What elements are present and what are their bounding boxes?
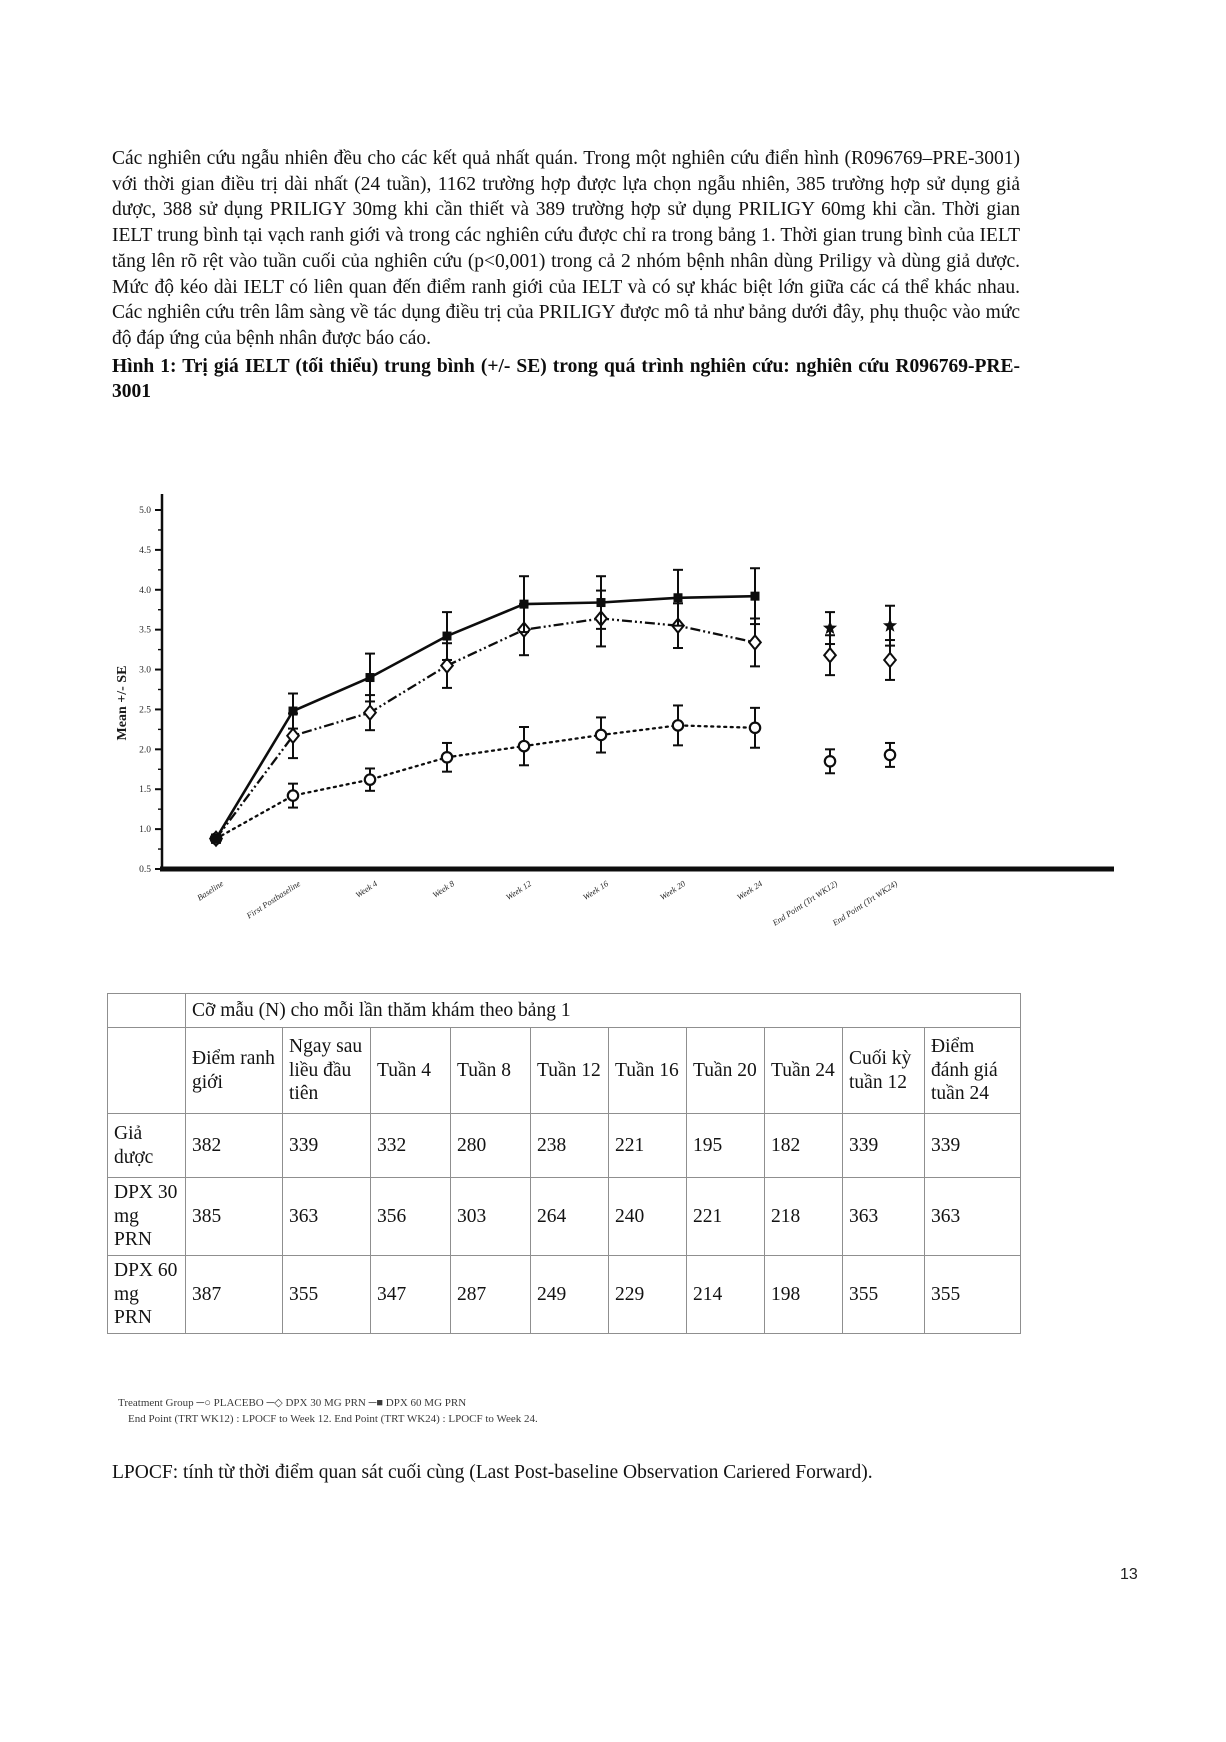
table-row [108,1178,1021,1256]
marker-circle [288,790,298,800]
series-line-dpx-60-mg-prn [216,596,755,839]
marker-square [212,834,221,843]
table-cell: 303 [451,1178,531,1256]
x-tick-label: End Point (Trt WK24) [830,878,900,928]
y-tick-label: 3.0 [139,665,151,676]
body-paragraph: Các nghiên cứu ngẫu nhiên đều cho các kết quả nhất quán. Trong một nghiên cứu điển hình (R096769–PRE-3001) với thời gian điều trị dài nhất (24 tuần), 1162 trường hợp được lựa chọn ngẫu nhiên, 385 trường hợp sử dụng giả dược, 388 sử dụng PRILIGY 30mg khi cần thiết và 389 trường hợp sử dụng PRILIGY 60mg khi cần. Thời gian IELT trung bình tại vạch ranh giới và trong các nghiên cứu được chỉ ra trong bảng 1. Thời gian trung bình của IELT tăng lên rõ rệt vào tuần cuối của nghiên cứu (p<0,001) trong cả 2 nhóm bệnh nhân dùng Priligy và dùng giả dược. Mức độ kéo dài IELT có liên quan đến điểm ranh giới của IELT và có sự khác biệt lớn giữa các cá thể khác nhau. Các nghiên cứu trên lâm sàng về tác dụng điều trị của PRILIGY được mô tả như bảng dưới đây, phụ thuộc vào mức độ đáp ứng của bệnh nhân được báo cáo. [112,148,1020,350]
marker-circle [365,774,375,784]
x-tick-label: Week 8 [430,878,457,900]
ielt-mean-se-chart [114,448,1144,968]
marker-diamond [749,635,761,649]
marker-circle [442,752,452,762]
table-row-label: Giả dược [108,1114,186,1178]
x-tick-label: Week 16 [580,878,611,903]
page-number: 13 [1120,1566,1138,1583]
table-cell: 355 [925,1256,1021,1334]
table-cell: 264 [531,1178,609,1256]
table-corner-cell [108,994,186,1028]
table-cell: 339 [925,1114,1021,1178]
marker-diamond [824,648,836,662]
marker-diamond [884,653,896,667]
y-axis-label: Mean +/- SE [115,665,130,741]
table-cell: 339 [283,1114,371,1178]
table-row-label: DPX 60 mg PRN [108,1256,186,1334]
marker-square [366,673,375,682]
marker-square [289,707,298,716]
table-cell: 198 [765,1256,843,1334]
x-tick-label: Week 12 [503,878,534,903]
table-cell: 385 [186,1178,283,1256]
x-tick-label: Week 24 [734,878,765,903]
table-header-cell: Cuối kỳ tuần 12 [843,1028,925,1114]
y-tick-label: 1.5 [139,785,151,796]
figure-legend [118,1396,758,1428]
marker-circle [750,723,760,733]
table-cell: 355 [843,1256,925,1334]
table-header-row [108,1028,1021,1114]
marker-square [597,598,606,607]
table-row [108,1256,1021,1334]
table-header-cell: Điểm đánh giá tuần 24 [925,1028,1021,1114]
lpocf-footnote: LPOCF: tính từ thời điểm quan sát cuối cùng (Last Post-baseline Observation Cariered Forward). [112,1462,873,1483]
figure-legend-line1: Treatment Group ─○ PLACEBO ─◇ DPX 30 MG PRN ─■ DPX 60 MG PRN [118,1397,467,1409]
table-cell: 221 [687,1178,765,1256]
table-cell: 182 [765,1114,843,1178]
x-tick-label: Baseline [195,878,226,903]
marker-square [751,592,760,601]
table-cell: 195 [687,1114,765,1178]
marker-circle [825,756,835,766]
figure-legend-line2: End Point (TRT WK12) : LPOCF to Week 12. End Point (TRT WK24) : LPOCF to Week 24. [128,1412,538,1425]
y-tick-label: 4.0 [139,585,151,596]
y-tick-label: 0.5 [139,865,151,875]
text-block [112,146,1020,405]
table-header-cell: Tuần 4 [371,1028,451,1114]
x-tick-label: End Point (Trt WK12) [770,878,840,928]
table-caption-row [108,994,1021,1028]
sample-size-table [107,993,1021,1334]
table-header-cell: Điểm ranh giới [186,1028,283,1114]
table-row [108,1114,1021,1178]
table-cell: 238 [531,1114,609,1178]
table-cell: 347 [371,1256,451,1334]
marker-diamond [364,706,376,720]
y-tick-label: 2.5 [139,705,151,716]
table-cell: 332 [371,1114,451,1178]
table-cell: 363 [925,1178,1021,1256]
table-cell: 339 [843,1114,925,1178]
marker-circle [596,730,606,740]
table-cell: 240 [609,1178,687,1256]
x-tick-label: Week 20 [657,878,688,903]
x-tick-label: Week 4 [353,878,380,900]
table-cell: 356 [371,1178,451,1256]
table-cell: 249 [531,1256,609,1334]
marker-circle [519,741,529,751]
y-tick-label: 3.5 [139,625,151,636]
table-header-cell: Tuần 16 [609,1028,687,1114]
table-row-label: DPX 30 mg PRN [108,1178,186,1256]
table-header-cell: Tuần 24 [765,1028,843,1114]
table-header-cell: Tuần 12 [531,1028,609,1114]
table-cell: 221 [609,1114,687,1178]
marker-circle [885,750,895,760]
table-header-cell: Tuần 8 [451,1028,531,1114]
table-cell: 218 [765,1178,843,1256]
table-corner-cell [108,1028,186,1114]
table-cell: 387 [186,1256,283,1334]
table-cell: 280 [451,1114,531,1178]
table-cell: 382 [186,1114,283,1178]
x-tick-label: First Postbaseline [244,878,303,921]
sample-size-table-wrap [107,993,1022,1334]
table-cell: 355 [283,1256,371,1334]
table-header-cell: Tuần 20 [687,1028,765,1114]
table-header-cell: Ngay sau liều đầu tiên [283,1028,371,1114]
marker-circle [673,720,683,730]
y-tick-label: 1.0 [139,825,151,836]
table-cell: 287 [451,1256,531,1334]
marker-square [520,600,529,609]
marker-square [674,593,683,602]
y-tick-label: 5.0 [139,506,151,516]
y-tick-label: 4.5 [139,545,151,556]
marker-square [443,632,452,641]
table-cell: 363 [843,1178,925,1256]
series-line-placebo [216,725,755,838]
figure-title: Hình 1: Trị giá IELT (tối thiểu) trung bình (+/- SE) trong quá trình nghiên cứu: nghiên cứu R096769-PRE-3001 [112,355,1020,403]
y-tick-label: 2.0 [139,745,151,756]
table-cell: 214 [687,1256,765,1334]
table-cell: 229 [609,1256,687,1334]
chart-canvas [114,448,1144,968]
table-caption-cell: Cỡ mẫu (N) cho mỗi lần thăm khám theo bảng 1 [186,994,1021,1028]
table-cell: 363 [283,1178,371,1256]
